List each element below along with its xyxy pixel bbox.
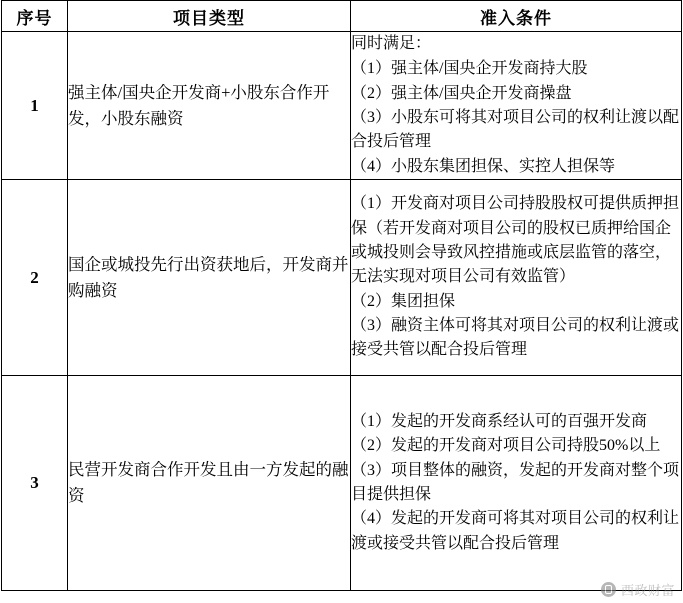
table-row [2, 376, 682, 591]
condition-item: （1）强主体/国央企开发商持大股 [351, 60, 588, 78]
column-header-no: 序号 [2, 1, 68, 32]
table-row [2, 180, 682, 376]
condition-item: （4）小股东集团担保、实控人担保等 [351, 157, 616, 175]
condition-item: （3）项目整体的融资，发起的开发商对整个项目提供担保 [351, 461, 680, 503]
condition-item: （3）小股东可将其对项目公司的权利让渡以配合投后管理 [351, 109, 680, 151]
condition-item: （4）发起的开发商可将其对项目公司的权利让渡或接受共管以配合投后管理 [351, 510, 680, 552]
table-body [2, 32, 682, 591]
condition-item: （2）强主体/国央企开发商操盘 [351, 84, 572, 102]
condition-intro: 同时满足： [351, 35, 432, 53]
wechat-account-logo-icon [601, 582, 616, 597]
table-header-row [2, 1, 682, 32]
column-header-conditions: 准入条件 [351, 1, 682, 32]
condition-item: （3）融资主体可将其对项目公司的权利让渡或接受共管以配合投后管理 [351, 316, 680, 359]
row-conditions [351, 180, 682, 376]
row-number: 2 [2, 180, 68, 376]
table-row [2, 32, 682, 180]
watermark-label: 西政财富 [620, 583, 675, 598]
row-number: 1 [2, 32, 68, 180]
condition-item: （2）集团担保 [351, 292, 456, 310]
row-project-type: 国企或城投先行出资获地后，开发商并购融资 [68, 180, 351, 376]
condition-item: （1）发起的开发商系经认可的百强开发商 [351, 413, 648, 431]
admission-criteria-table [1, 0, 682, 591]
watermark [601, 580, 675, 599]
row-conditions [351, 376, 682, 591]
row-project-type: 民营开发商合作开发且由一方发起的融资 [68, 376, 351, 591]
condition-item: （1）开发商对项目公司持股股权可提供质押担保（若开发商对项目公司的股权已质押给国企或城投则会导致风控措施或底层监管的落空，无法实现对项目公司有效监管） [351, 195, 680, 286]
row-conditions [351, 32, 682, 180]
row-number: 3 [2, 376, 68, 591]
table-header [2, 1, 682, 32]
row-project-type: 强主体/国央企开发商+小股东合作开发，小股东融资 [68, 32, 351, 180]
column-header-type: 项目类型 [68, 1, 351, 32]
condition-item: （2）发起的开发商对项目公司持股50%以上 [351, 437, 661, 455]
